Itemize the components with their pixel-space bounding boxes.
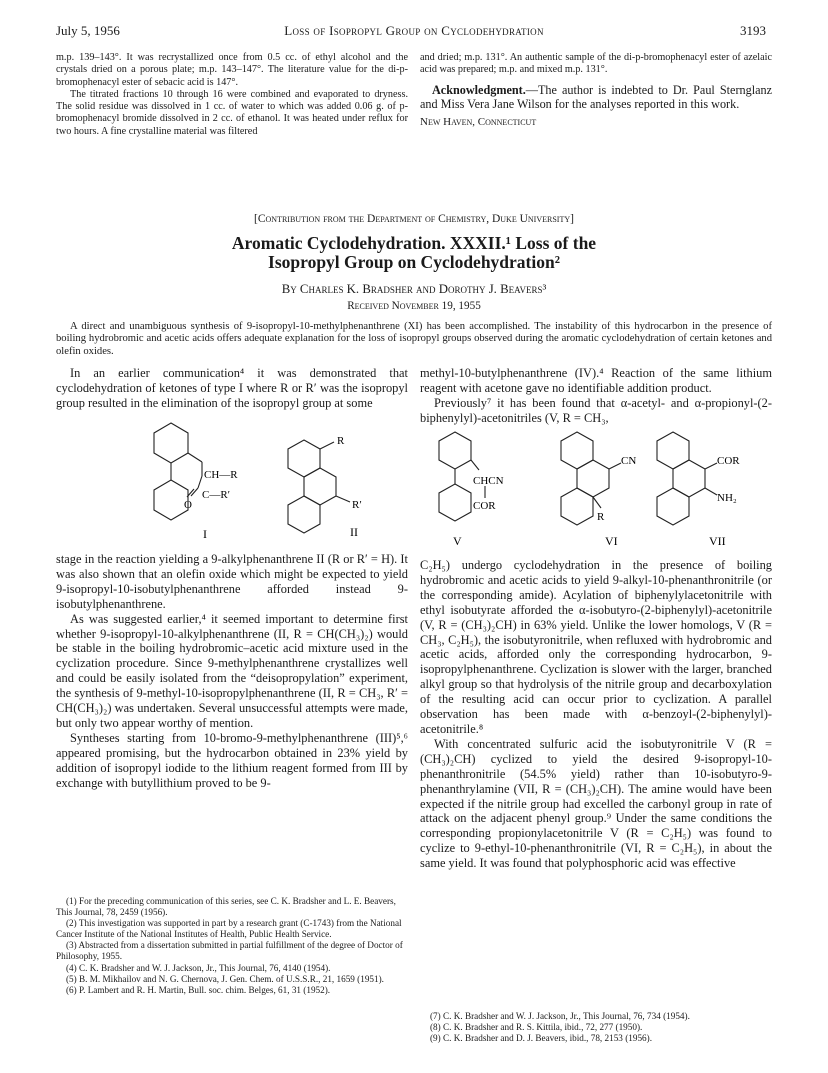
benzene-ring — [657, 432, 689, 469]
paragraph: m.p. 139–143°. It was recrystallized once from 0.5 cc. of ethyl alcohol and the crystals dried on a porous plate; m.p. 143–147°. The literature value for the di-p-bromophenacyl ester of sebacic acid is 147°. — [56, 52, 408, 88]
ack-text: —The author is indebted to Dr. Paul Sternglanz and Miss Vera Jane Wilson for the analyses reported in this work. — [420, 82, 772, 112]
left-body-main — [56, 552, 408, 791]
paragraph: As was suggested earlier,⁴ it seemed important to determine first whether 9-isopropyl-10-alkylphenanthrene (II, R = CH(CH₃)₂) would be stable in the boiling hydrobromic–acetic acid mixture used in the cyclization procedure. Since 9-methylphenanthrene crystallizes well and could be easily isolated from the “deisopropylation” experiment, the synthesis of 9-methyl-10-isopropylphenanthrene (II, R = CH₃, R′ = CH(CH₃)₂) was undertaken. Several unsuccessful attempts were made, but only two appear worthy of mention. — [56, 611, 408, 730]
structure-label: VII — [709, 534, 726, 548]
title-line: Isopropyl Group on Cyclodehydration² — [268, 252, 560, 272]
structure-label: V — [453, 534, 462, 548]
footnote: (6) P. Lambert and R. H. Martin, Bull. soc. chim. Belges, 61, 31 (1952). — [66, 984, 331, 995]
label-cor: COR — [717, 455, 740, 467]
acknowledgment — [420, 83, 772, 112]
label-r: R — [597, 511, 605, 523]
footnote: (2) This investigation was supported in part by a research grant (C-1743) from the National Cancer Institute of the National Institutes of Health, Public Health Service. — [56, 918, 402, 940]
label-o: O — [184, 499, 192, 511]
paragraph: With concentrated sulfuric acid the isobutyronitrile V (R = (CH₃)₂CH) cyclized to yield the desired 9-isopropyl-10-phenanthronitrile (54.5% yield) rather than 10-isobutyro-9-phenanthrylamine (VII, R = (CH₃)₂CH). The amine would have been expected if the nitrile group had excelled the carbonyl group in rate of attack on the adjacent phenyl group.⁹ Under the same conditions the corresponding propionylacetonitrile V (R = C₂H₅) was found to cyclize to 9-ethyl-10-phenanthronitrile (VI, R = C₂H₅), in about the same yield. It was found that polyphosphoric acid was effective — [420, 736, 772, 871]
right-body-main — [420, 558, 772, 871]
contribution-line: [Contribution from the Department of Chemistry, Duke University] — [254, 213, 574, 225]
benzene-ring — [439, 484, 471, 521]
footnote: (5) B. M. Mikhailov and N. G. Chernova, J. Gen. Chem. of U.S.S.R., 21, 1659 (1951). — [66, 973, 384, 984]
authors: By Charles K. Bradsher and Dorothy J. Beavers³ — [281, 282, 547, 296]
article-title — [0, 234, 828, 272]
benzene-ring — [304, 468, 336, 505]
title-line: Aromatic Cyclodehydration. XXXII.¹ Loss of the — [231, 233, 597, 253]
page-number: 3193 — [740, 23, 766, 38]
paragraph: and dried; m.p. 131°. An authentic sample of the di-p-bromophenacyl ester of azelaic acid was prepared; m.p. and mixed m.p. 131°. — [420, 52, 772, 76]
structure-label: I — [203, 527, 207, 541]
footnotes-left — [56, 896, 408, 996]
benzene-ring — [561, 488, 593, 525]
label-cor: COR — [473, 500, 496, 512]
paragraph: In an earlier communication⁴ it was demonstrated that cyclodehydration of ketones of type I where R or R′ was the isopropyl group resulted in the elimination of the isopropyl group at some — [56, 366, 408, 410]
label-r: R — [337, 435, 345, 447]
label-chcn: CHCN — [473, 475, 504, 487]
paragraph: C₂H₅) undergo cyclodehydration in the presence of boiling hydrobromic and acetic acids to yield 9-alkyl-10-phenanthronitrile (or the corresponding amide). Acylation of biphenylylacetonitrile with ethyl isobutyrate afforded the α-isobutyro-(2-biphenylyl)-acetonitrile (V, R = (CH₃)₂CH) in 63% yield. Unlike the lower homologs, V (R = CH₃, C₂H₅), the isobutyronitrile, when refluxed with hydrobromic and acetic acids, afforded only the corresponding hydrocarbon, 9-isopropylphenanthrene. Cyclization is slower with the larger, branched alkyl group so that hydrolysis of the nitrile group and decarboxylation of the resulting acid can occur prior to cyclization. A parallel observation has been made with α-benzoyl-(2-biphenylyl)-acetonitrile.⁸ — [420, 558, 772, 736]
paragraph: methyl-10-butylphenanthrene (IV).⁴ Reaction of the same lithium reagent with acetone gave no identifiable addition product. — [420, 366, 772, 395]
label-r-prime: R′ — [352, 499, 362, 511]
benzene-ring — [561, 432, 593, 469]
left-body-intro — [56, 366, 408, 411]
footnote: (3) Abstracted from a dissertation submitted in partial fulfillment of the degree of Doctor of Philosophy, 1955. — [56, 940, 403, 962]
benzene-ring — [577, 460, 609, 497]
label-cn: CN — [621, 455, 637, 467]
paragraph: Previously⁷ it has been found that α-acetyl- and α-propionyl-(2-biphenylyl)-acetonitriles (V, R = CH₃, — [420, 395, 772, 425]
footnote: (9) C. K. Bradsher and D. J. Beavers, ibid., 78, 2153 (1956). — [430, 1033, 652, 1044]
label-nh2: NH₂ — [717, 492, 737, 504]
footnote: (7) C. K. Bradsher and W. J. Jackson, Jr., This Journal, 76, 734 (1954). — [430, 1011, 690, 1021]
benzene-ring — [439, 432, 471, 469]
benzene-ring — [154, 423, 188, 463]
location: New Haven, Connecticut — [420, 115, 537, 128]
structures-v-vi-vii — [425, 428, 765, 552]
paragraph: The titrated fractions 10 through 16 were combined and evaporated to dryness. The solid residue was dissolved in 1 cc. of water to which was added 0.06 g. of p-bromophenacyl bromide dissolved in 2 cc. of ethanol. It was heated under reflux for two hours. A fine crystalline material was filtered — [56, 88, 408, 137]
structures-i-ii — [136, 418, 386, 544]
benzene-ring — [288, 440, 320, 477]
footnote: (8) C. K. Bradsher and R. S. Kittila, ibid., 72, 277 (1950). — [430, 1022, 643, 1033]
abstract: A direct and unambiguous synthesis of 9-isopropyl-10-methylphenanthrene (XI) has been accomplished. The instability of this hydrocarbon in the presence of boiling hydrobromic and acetic acids offers adequate explanation for the loss of isopropyl groups observed during the aromatic cyclodehydration of certain ketones and olefin oxides. — [56, 321, 772, 357]
benzene-ring — [657, 488, 689, 525]
top-left-column — [56, 52, 408, 138]
paragraph: stage in the reaction yielding a 9-alkylphenanthrene II (R or R′ = H). It was also shown that an olefin oxide which might be expected to yield 9-isopropyl-10-isobutylphenanthrene afforded instead 9-isobutylphenanthrene. — [56, 552, 408, 611]
label-ch-r: CH—R — [204, 469, 238, 481]
running-title: Loss of Isopropyl Group on Cyclodehydration — [284, 23, 544, 38]
footnote: (1) For the preceding communication of this series, see C. K. Bradsher and L. E. Beavers, This Journal, 78, 2459 (1956). — [56, 896, 396, 918]
benzene-ring — [673, 460, 705, 497]
benzene-ring — [288, 496, 320, 533]
right-body-intro — [420, 366, 772, 426]
top-right-column — [420, 52, 772, 128]
structure-label: VI — [605, 534, 618, 548]
paragraph: Syntheses starting from 10-bromo-9-methylphenanthrene (III)⁵,⁶ appeared promising, but the hydrocarbon obtained in 23% yield by addition of isopropyl iodide to the lithium reagent formed from III by exchange with butyllithium proved to be 9- — [56, 730, 408, 790]
footnotes-right — [420, 1011, 772, 1044]
label-c-r: C—R′ — [202, 489, 231, 501]
received-date: Received November 19, 1955 — [347, 300, 481, 312]
footnote: (4) C. K. Bradsher and W. J. Jackson, Jr., This Journal, 76, 4140 (1954). — [66, 962, 331, 973]
ack-heading: Acknowledgment. — [432, 82, 526, 97]
benzene-ring — [154, 480, 188, 520]
structure-label: II — [350, 525, 358, 539]
header-date: July 5, 1956 — [56, 23, 120, 38]
